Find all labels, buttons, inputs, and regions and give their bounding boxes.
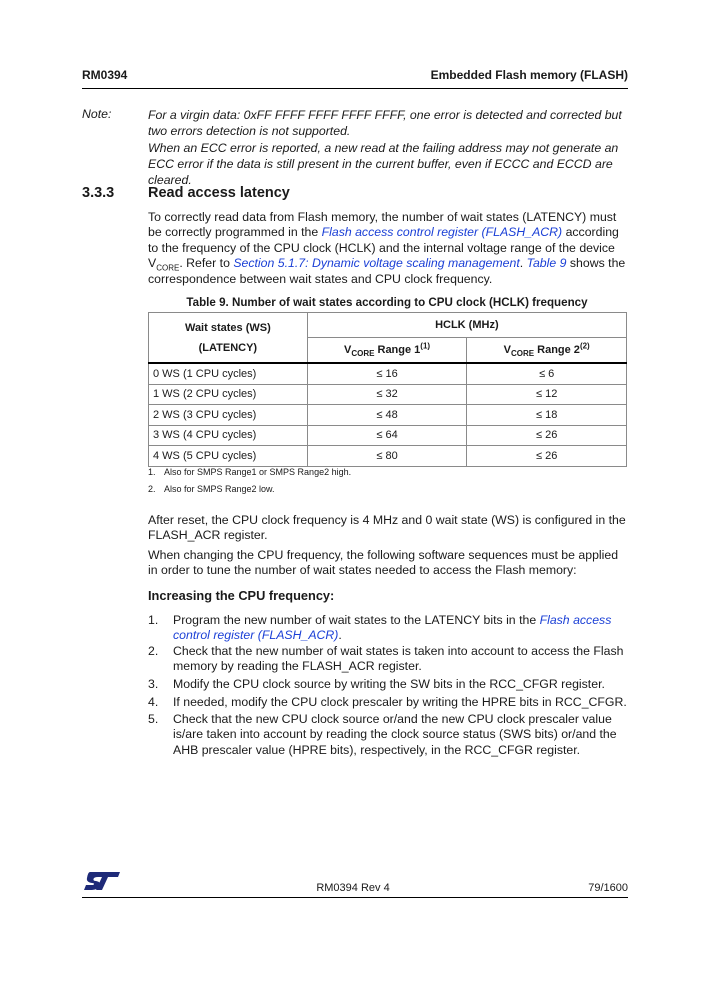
col-header-range1: [307, 338, 467, 364]
intro-text: .: [519, 256, 527, 271]
footer-revision: RM0394 Rev 4: [316, 882, 390, 894]
header-doc-id: RM0394: [82, 68, 128, 82]
cell-range1: ≤ 80: [307, 446, 467, 467]
cell-wait-state: 1 WS (2 CPU cycles): [149, 384, 308, 405]
cell-range2: ≤ 12: [467, 384, 627, 405]
link-flash-acr-step[interactable]: Flash access control register (FLASH_ACR): [173, 613, 612, 643]
table-row: [149, 446, 627, 467]
footer-rule: [82, 897, 628, 898]
vcore-subscript: CORE: [156, 263, 180, 273]
footer-page-number: 79/1600: [588, 882, 628, 894]
range1-label: Range 1: [374, 344, 421, 356]
list-item: [148, 613, 628, 644]
range2-sub: CORE: [510, 349, 535, 359]
cell-range1: ≤ 48: [307, 405, 467, 426]
link-section-5-1-7[interactable]: Section 5.1.7: Dynamic voltage scaling management: [233, 256, 520, 271]
table-row: [149, 405, 627, 426]
note-label: Note:: [82, 107, 112, 121]
cell-range1: ≤ 64: [307, 425, 467, 446]
step1-text: Program the new number of wait states to the LATENCY bits in the: [173, 613, 540, 627]
note-paragraph-1: For a virgin data: 0xFF FFFF FFFF FFFF FFFF, one error is detected and corrected but two errors detection is not supported.: [148, 108, 622, 138]
cell-wait-state: 0 WS (1 CPU cycles): [149, 363, 308, 384]
col-header-line1: Wait states (WS): [184, 321, 271, 334]
cell-wait-state: 2 WS (3 CPU cycles): [149, 405, 308, 426]
group-header-hclk: HCLK (MHz): [307, 313, 626, 338]
table-row: [149, 425, 627, 446]
intro-text: shows the correspondence between wait states and CPU clock frequency.: [148, 256, 626, 286]
list-item: [148, 677, 628, 692]
section-intro: [148, 210, 628, 287]
wait-states-table: [148, 312, 627, 467]
list-number: 5.: [148, 712, 159, 726]
step1-end: .: [338, 628, 342, 643]
range2-v: V: [503, 344, 511, 356]
list-text: Modify the CPU clock source by writing the SW bits in the RCC_CFGR register.: [173, 677, 605, 691]
changing-frequency-paragraph: When changing the CPU frequency, the following software sequences must be applied in order to tune the number of wait states needed to access the Flash memory:: [148, 548, 619, 578]
table-row: [149, 384, 627, 405]
range2-footnote-ref: (2): [579, 341, 590, 351]
list-item: [148, 695, 628, 710]
table-row: [149, 363, 627, 384]
intro-text: To correctly read data from Flash memory, the number of wait states (LATENCY) must be correctly programmed in the: [148, 210, 617, 240]
cell-wait-state: 4 WS (5 CPU cycles): [149, 446, 308, 467]
header-chapter-title: Embedded Flash memory (FLASH): [430, 68, 628, 82]
link-flash-acr[interactable]: Flash access control register (FLASH_ACR): [321, 225, 563, 240]
after-reset-paragraph: After reset, the CPU clock frequency is 4 MHz and 0 wait state (WS) is configured in the FLASH_ACR register.: [148, 513, 626, 543]
intro-text: according to the frequency of the CPU clock (HCLK) and the internal voltage range of the device V: [148, 225, 619, 271]
list-text: Check that the new number of wait states is taken into account to access the Flash memory by reading the FLASH_ACR register.: [173, 644, 624, 674]
footnote-text: Also for SMPS Range2 low.: [164, 484, 275, 494]
list-text: [173, 613, 628, 644]
range2-label: Range 2: [534, 344, 580, 356]
list-item: [148, 644, 628, 675]
note-paragraph-2: When an ECC error is reported, a new read at the failing address may not generate an ECC error if the data is still present in the current buffer, even if ECCC and ECCD are cleared.: [148, 141, 619, 187]
cell-range2: ≤ 26: [467, 425, 627, 446]
link-table-9[interactable]: Table 9: [526, 256, 567, 271]
section-number: 3.3.3: [82, 185, 115, 201]
cell-range1: ≤ 16: [307, 363, 467, 384]
range1-sub: CORE: [351, 349, 375, 359]
list-number: 1.: [148, 613, 159, 627]
list-text: Check that the new CPU clock source or/and the new CPU clock prescaler value is/are taken into account by reading the clock source status (SWS bits) or/and the AHB prescaler value (HPRE bits), respectively, in the RCC_CFGR register.: [173, 712, 617, 757]
increasing-frequency-heading: Increasing the CPU frequency:: [148, 588, 335, 603]
list-text: If needed, modify the CPU clock prescaler by writing the HPRE bits in RCC_CFGR.: [173, 695, 627, 709]
cell-range2: ≤ 6: [467, 363, 627, 384]
footnote-text: Also for SMPS Range1 or SMPS Range2 high.: [164, 467, 352, 477]
cell-range1: ≤ 32: [307, 384, 467, 405]
table-footnote-1: [148, 467, 351, 477]
col-header-wait-states: [149, 313, 308, 364]
col-header-line2: (LATENCY): [198, 341, 258, 354]
table-caption: Table 9. Number of wait states according to CPU clock (HCLK) frequency: [186, 296, 588, 309]
list-number: 3.: [148, 677, 159, 691]
intro-text: . Refer to: [179, 256, 234, 271]
header-rule: [82, 88, 628, 89]
footnote-number: 1.: [148, 467, 156, 477]
list-number: 2.: [148, 644, 159, 658]
cell-range2: ≤ 18: [467, 405, 627, 426]
range1-footnote-ref: (1): [420, 341, 431, 351]
cell-range2: ≤ 26: [467, 446, 627, 467]
list-item: [148, 712, 628, 758]
col-header-range2: [467, 338, 627, 364]
range1-v: V: [343, 344, 352, 356]
section-title: Read access latency: [148, 185, 290, 201]
table-footnote-2: [148, 484, 275, 494]
cell-wait-state: 3 WS (4 CPU cycles): [149, 425, 308, 446]
list-number: 4.: [148, 695, 159, 709]
footnote-number: 2.: [148, 484, 156, 494]
